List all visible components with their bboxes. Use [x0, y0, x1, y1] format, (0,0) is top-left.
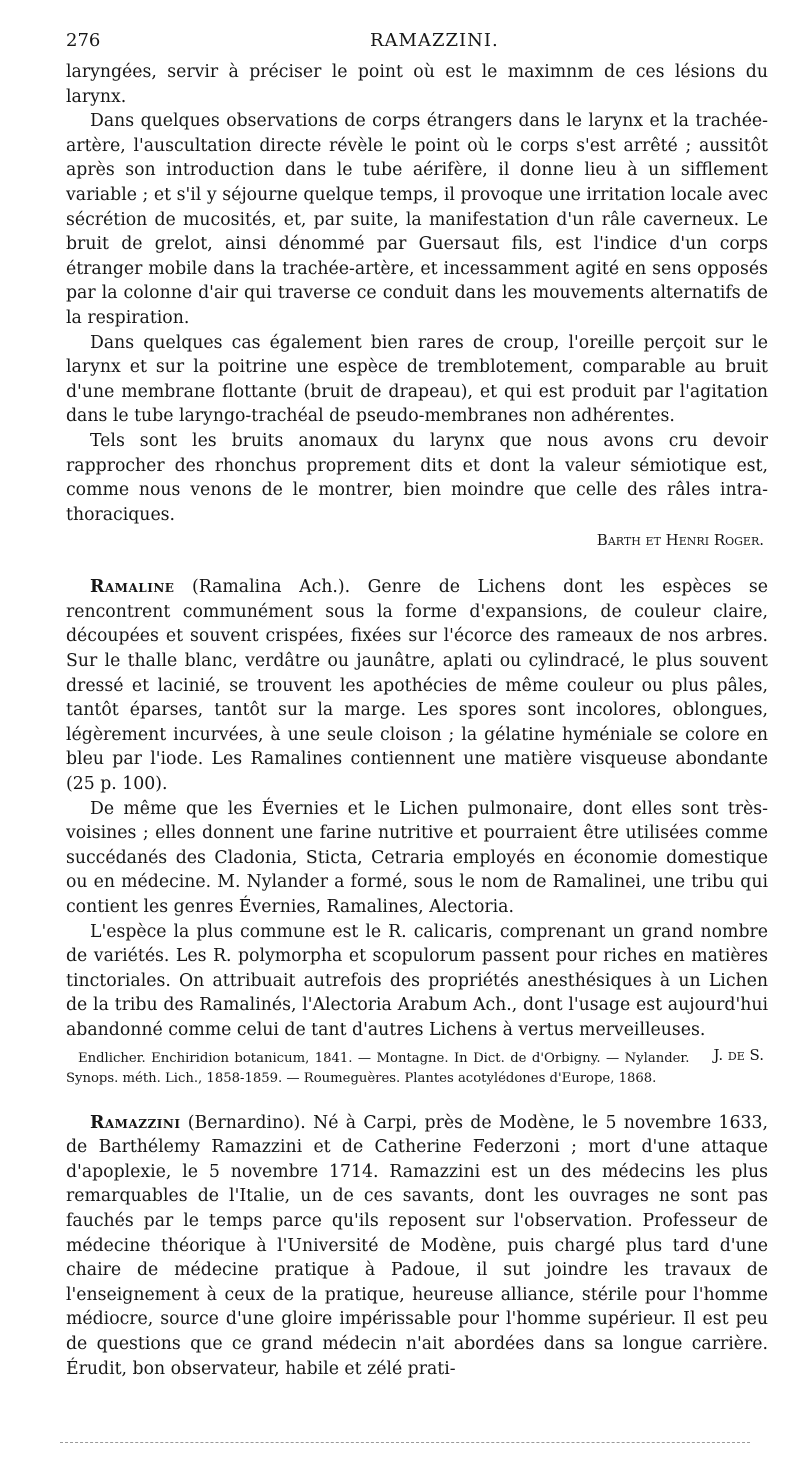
- prev-article-signature: Barth et Henri Roger.: [596, 531, 764, 550]
- ramaline-signature: J. de S.: [713, 1045, 764, 1064]
- running-head: [66, 30, 768, 60]
- page-number: 276: [66, 30, 101, 51]
- running-title: RAMAZZINI.: [370, 30, 499, 51]
- ramazzini-text-1: (Bernardino). Né à Carpi, près de Modène, le 5 novembre 1633, de Barthélemy Ramazzini et de Catherine Federzoni ; mort d'une attaque d'apoplexie, le 5 novembre 1714. Ramazzini est un des médecins les plus remarquables de l'Italie, un de ces savants, dont les ouvrages ne sont pas fauchés par le temps parce qu'ils reposent sur l'observation. Professeur de médecine théorique à l'Université de Modène, puis chargé plus tard d'une chaire de médecine pratique à Padoue, il sut joindre les travaux de l'enseignement à ceux de la pratique, heureuse alliance, stérile pour l'homme médiocre, source d'une gloire impérissable pour l'homme supérieur. Il est peu de questions que ce grand médecin n'ait abordées dans sa longue carrière. Érudit, bon observateur, habile et zélé prati-: [66, 1112, 768, 1379]
- bottom-dotted-rule: [60, 1442, 750, 1444]
- ramazzini-paragraph-1: [66, 1111, 768, 1382]
- prev-article-paragraph-3: Dans quelques cas également bien rares de croup, l'oreille perçoit sur le larynx et sur la poitrine une espèce de tremblotement, comparable au bruit d'une membrane flottante (bruit de drapeau), et qui est produit par l'agitation dans le tube laryngo-trachéal de pseudo-membranes non adhérentes.: [66, 332, 768, 427]
- ramaline-paragraph-2: De même que les Évernies et le Lichen pulmonaire, dont elles sont très-voisines ; elles donnent une farine nutritive et pourraient être utilisées comme succédanés des Cladonia, Sticta, Cetraria employés en économie domestique ou en médecine. M. Nylander a formé, sous le nom de Ramalinei, une tribu qui contient les genres Évernies, Ramalines, Alectoria.: [66, 798, 768, 917]
- ramaline-headword: Ramaline: [90, 577, 175, 598]
- prev-article-paragraph-2: Dans quelques observations de corps étrangers dans le larynx et la trachée-artère, l'auscultation directe révèle le point où le corps s'est arrêté ; aussitôt après son introduction dans le tube aérifère, il donne lieu à un sifflement variable ; et s'il y séjourne quelque temps, il provoque une irritation locale avec sécrétion de mucosités, et, par suite, la manifestation d'un râle caverneux. Le bruit de grelot, ainsi dénommé par Guersaut fils, est l'indice d'un corps étranger mobile dans la trachée-artère, et incessamment agité en sens opposés par la colonne d'air qui traverse ce conduit dans les mouvements alternatifs de la respiration.: [66, 111, 768, 328]
- ramazzini-headword: Ramazzini: [90, 1112, 181, 1133]
- prev-article-paragraph-4: Tels sont les bruits anomaux du larynx que nous avons cru devoir rapprocher des rhonchus proprement dits et dont la valeur sémiotique est, comme nous venons de le montrer, bien moindre que celle des râles intra-thoraciques.: [66, 430, 768, 525]
- ramaline-paragraph-1: [66, 575, 768, 796]
- ramaline-text-1: (Ramalina Ach.). Genre de Lichens dont les espèces se rencontrent communément sous la forme d'expansions, de couleur claire, découpées et souvent crispées, fixées sur l'écorce des rameaux de nos arbres. Sur le thalle blanc, verdâtre ou jaunâtre, aplati ou cylindracé, le plus souvent dressé et lacinié, se trouvent les apothécies de même couleur ou plus pâles, tantôt éparses, tantôt sur la marge. Les spores sont incolores, oblongues, légèrement incurvées, à une seule cloison ; la gélatine hyméniale se colore en bleu par l'iode. Les Ramalines contiennent une matière visqueuse abondante (25 p. 100).: [66, 577, 768, 795]
- ramaline-paragraph-3: [66, 920, 768, 1064]
- ramaline-bibliography: Endlicher. Enchiridion botanicum, 1841. — Montagne. In Dict. de d'Orbigny. — Nylander. Synops. méth. Lich., 1858-1859. — Roumeguères. Plantes acotylédones d'Europe, 1868.: [66, 1050, 690, 1086]
- prev-article-paragraph-1: laryngées, servir à préciser le point où est le maximnm de ces lésions du larynx.: [66, 62, 768, 107]
- ramaline-text-3: L'espèce la plus commune est le R. calicaris, comprenant un grand nombre de variétés. Les R. polymorpha et scopulorum passent pour riches en matières tinctoriales. On attribuait autrefois des propriétés anesthésiques à un Lichen de la tribu des Ramalinés, l'Alectoria Arabum Ach., dont l'usage est aujourd'hui abandonné comme celui de tant d'autres Lichens à vertus merveilleuses.: [66, 921, 768, 1040]
- page: [66, 30, 768, 1381]
